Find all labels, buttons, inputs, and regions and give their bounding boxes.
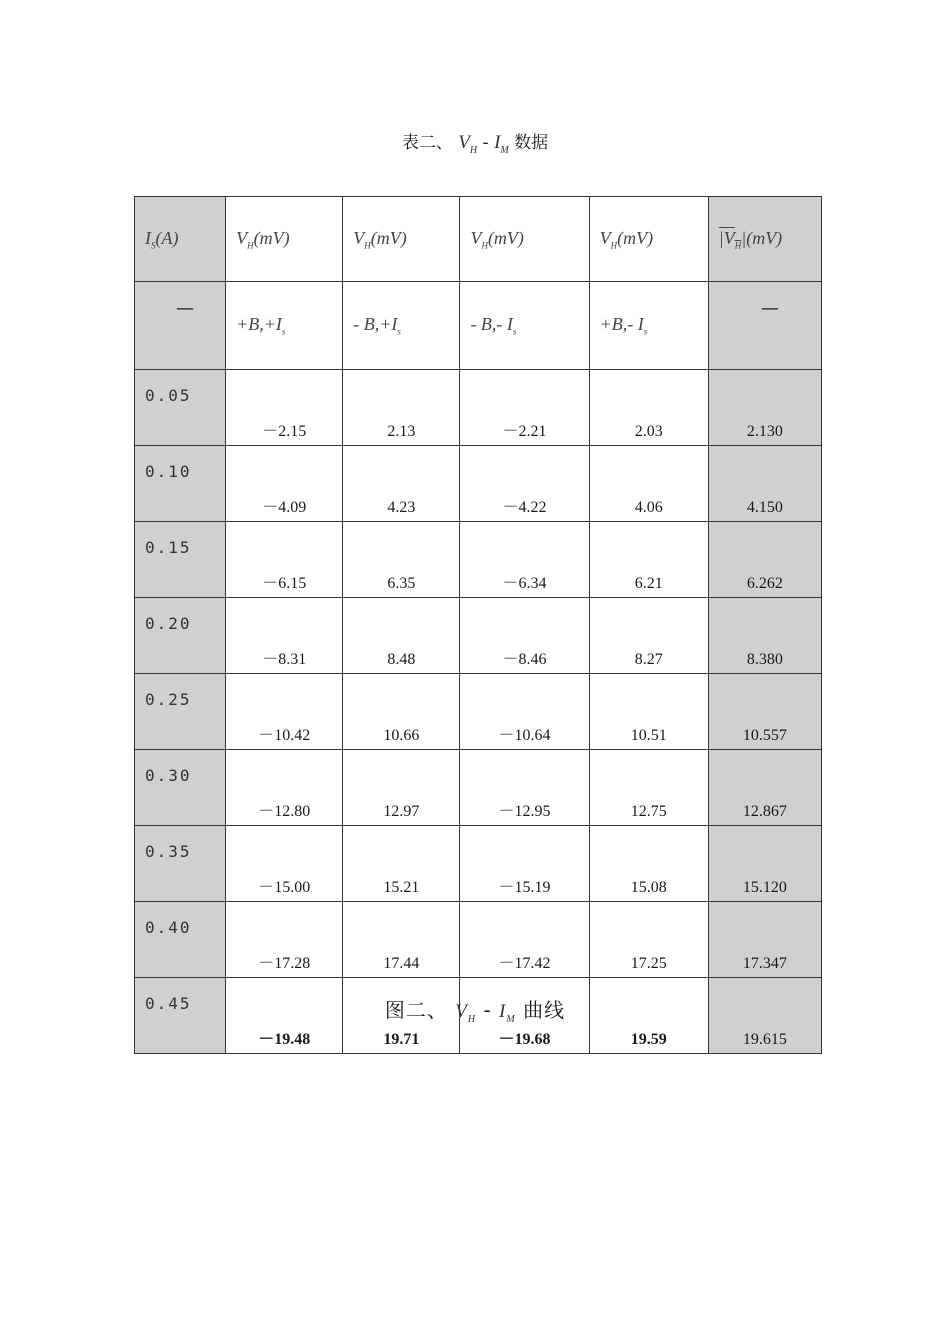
cell-is: 0.35 <box>135 826 226 902</box>
header-row <box>135 197 822 282</box>
cell-v4: 10.51 <box>589 674 708 750</box>
cell-is: 0.30 <box>135 750 226 826</box>
cell-v4: 4.06 <box>589 446 708 522</box>
cell-v4: 2.03 <box>589 370 708 446</box>
vh-im-data-table <box>134 196 822 1054</box>
cell-v3: －12.95 <box>460 750 589 826</box>
table-caption: 表二、 $V_H - I_M$ 数据 <box>401 132 549 156</box>
figure-caption-v: $V_H$ <box>455 1001 477 1025</box>
cell-avg: 19.615 <box>708 978 821 1054</box>
table-row <box>135 370 822 446</box>
table-caption-prefix: 表二、 <box>401 133 453 153</box>
table-caption-i: $I_M$ <box>494 132 509 156</box>
condition-4: +B,- $I_s$ <box>589 282 708 370</box>
cell-v3: －15.19 <box>460 826 589 902</box>
cell-is: 0.45 <box>135 978 226 1054</box>
cell-v4: 12.75 <box>589 750 708 826</box>
figure-caption-suffix: 曲线 <box>523 998 566 1022</box>
table-row <box>135 522 822 598</box>
figure-caption-i: $I_M$ <box>499 1001 516 1025</box>
figure-caption-prefix: 图二、 <box>384 998 448 1022</box>
cell-v1: －4.09 <box>226 446 343 522</box>
cell-v1: －10.42 <box>226 674 343 750</box>
cell-v3: －10.64 <box>460 674 589 750</box>
cell-avg: 6.262 <box>708 522 821 598</box>
cell-v2: 12.97 <box>343 750 460 826</box>
table-row <box>135 826 822 902</box>
cell-v1: －8.31 <box>226 598 343 674</box>
condition-avg: — <box>708 282 821 370</box>
cell-avg: 8.380 <box>708 598 821 674</box>
cell-v1: －15.00 <box>226 826 343 902</box>
cell-avg: 15.120 <box>708 826 821 902</box>
cell-v1: －19.48 <box>226 978 343 1054</box>
cell-v1: －6.15 <box>226 522 343 598</box>
cell-v3: －8.46 <box>460 598 589 674</box>
cell-v4: 6.21 <box>589 522 708 598</box>
cell-v3: －2.21 <box>460 370 589 446</box>
cell-v1: －17.28 <box>226 902 343 978</box>
table-row <box>135 674 822 750</box>
header-vh-avg: $|V_H|(mV)$ <box>708 197 821 282</box>
condition-is: — <box>135 282 226 370</box>
table-row <box>135 902 822 978</box>
cell-avg: 12.867 <box>708 750 821 826</box>
cell-v1: －2.15 <box>226 370 343 446</box>
cell-v3: －4.22 <box>460 446 589 522</box>
condition-3: - B,- $I_s$ <box>460 282 589 370</box>
cell-v1: －12.80 <box>226 750 343 826</box>
table-row <box>135 446 822 522</box>
figure-caption: 图二、 $V_H - I_M$ 曲线 <box>384 998 566 1025</box>
cell-v4: 19.59 <box>589 978 708 1054</box>
cell-v4: 8.27 <box>589 598 708 674</box>
table-row <box>135 750 822 826</box>
cell-avg: 10.557 <box>708 674 821 750</box>
cell-v2: 10.66 <box>343 674 460 750</box>
table-caption-v: $V_H$ <box>458 132 478 156</box>
cell-v3: －17.42 <box>460 902 589 978</box>
cell-is: 0.20 <box>135 598 226 674</box>
cell-v2: 2.13 <box>343 370 460 446</box>
cell-is: 0.10 <box>135 446 226 522</box>
condition-1: $+B,+I_s$ <box>226 282 343 370</box>
cell-avg: 2.130 <box>708 370 821 446</box>
header-vh-1: $V_H(mV)$ <box>226 197 343 282</box>
cell-v4: 15.08 <box>589 826 708 902</box>
header-is: $I_S(A)$ <box>135 197 226 282</box>
header-vh-2: $V_H(mV)$ <box>343 197 460 282</box>
cell-avg: 17.347 <box>708 902 821 978</box>
cell-is: 0.25 <box>135 674 226 750</box>
condition-row <box>135 282 822 370</box>
condition-2: - $B,+I_s$ <box>343 282 460 370</box>
cell-v3: －6.34 <box>460 522 589 598</box>
cell-is: 0.40 <box>135 902 226 978</box>
cell-v2: 17.44 <box>343 902 460 978</box>
cell-v2: 19.71 <box>343 978 460 1054</box>
header-vh-3: $V_H(mV)$ <box>460 197 589 282</box>
cell-is: 0.15 <box>135 522 226 598</box>
cell-v2: 15.21 <box>343 826 460 902</box>
cell-v3: －19.68 <box>460 978 589 1054</box>
header-vh-4: $V_H(mV)$ <box>589 197 708 282</box>
cell-v2: 8.48 <box>343 598 460 674</box>
cell-avg: 4.150 <box>708 446 821 522</box>
table-caption-suffix: 数据 <box>514 133 549 153</box>
cell-v2: 4.23 <box>343 446 460 522</box>
cell-is: 0.05 <box>135 370 226 446</box>
cell-v4: 17.25 <box>589 902 708 978</box>
table-row <box>135 598 822 674</box>
cell-v2: 6.35 <box>343 522 460 598</box>
